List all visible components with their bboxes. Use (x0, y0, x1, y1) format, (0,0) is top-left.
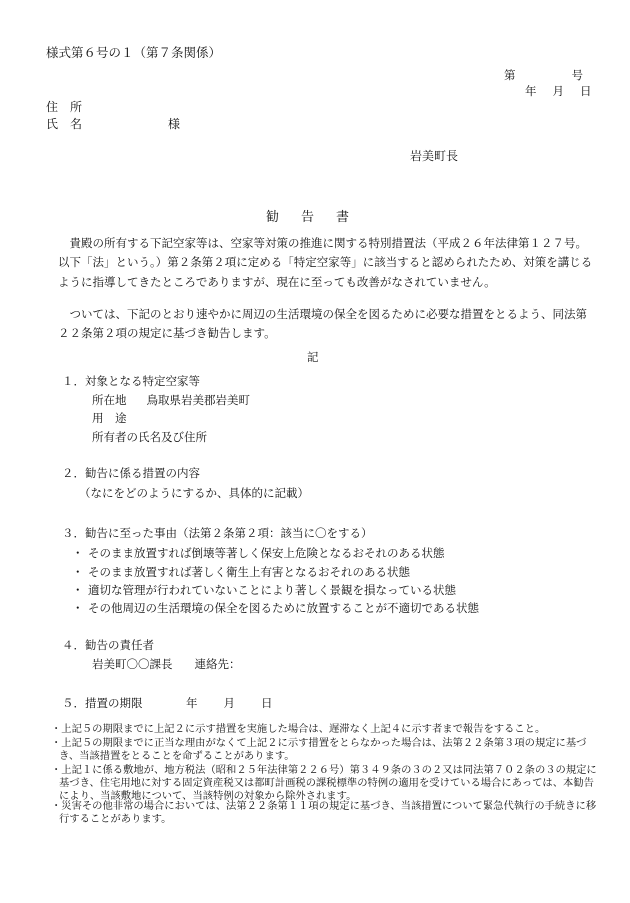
body-paragraph-2: ついては、下記のとおり速やかに周辺の生活環境の保全を図るために必要な措置をとるよう、同法第２２条第２項の規定に基づき勧告します。 (58, 307, 587, 341)
deadline-date (186, 698, 273, 710)
recipient-name-label: 氏 名 (46, 117, 83, 131)
section-3-heading: ３．勧告に至った事由（法第２条第２項：該当に〇をする） (62, 526, 373, 540)
reason-list-item (72, 603, 479, 615)
reason-list-item (72, 548, 445, 560)
date-month-label: 月 (552, 84, 564, 98)
document-number-prefix: 第 (504, 68, 516, 82)
section-5-heading: ５．措置の期限 (62, 696, 143, 710)
property-use-label: 用 途 (92, 411, 127, 425)
footnote: ・上記１に係る敷地が、地方税法（昭和２５年法律第２２６号）第３４９条の３の２又は同法第７０２条の３の規定に基づき、住宅用地に対する固定資産税又は都町計画税の課税標準の特例の適用を受けている場合にあっては、本勧告により、当該敷地について、当該特例の対象から除外されます。 (51, 764, 597, 802)
section-4-heading: ４．勧告の責任者 (62, 638, 154, 652)
date-day-label: 日 (580, 84, 592, 98)
form-number: 様式第６号の１（第７条関係） (46, 45, 222, 60)
measure-note: （なにをどのようにするか、具体的に記載） (79, 486, 309, 500)
section-1-heading: １．対象となる特定空家等 (62, 374, 200, 388)
deadline-day-label: 日 (261, 696, 273, 710)
footnote: ・上記５の期限までに上記２に示す措置を実施した場合は、遅滞なく上記４に示す者まで報告をすること。 (51, 723, 546, 735)
date-year-label: 年 (525, 84, 537, 98)
body-paragraph-1: 貴殿の所有する下記空家等は、空家等対策の推進に関する特別措置法（平成２６年法律第１２７号。以下「法」という。）第２条第２項に定める「特定空家等」に該当すると認められたため、対策を講じるように指導してきたところでありますが、現在に至っても改善がなされていません。 (58, 236, 593, 289)
location-value: 鳥取県岩美郡岩美町 (146, 393, 250, 407)
bullet-marker: ・ (72, 583, 84, 597)
issue-date (525, 86, 592, 98)
bullet-marker: ・ (72, 546, 84, 560)
property-location-row (92, 395, 250, 407)
reason-text: その他周辺の生活環境の保全を図るために放置することが不適切である状態 (88, 601, 479, 615)
document-number-suffix: 号 (571, 68, 583, 82)
owner-label: 所有者の氏名及び住所 (92, 430, 207, 444)
reason-text: 適切な管理が行われていないことにより著しく景観を損なっている状態 (88, 583, 456, 597)
reason-text: そのまま放置すれば著しく衛生上有害となるおそれのある状態 (88, 565, 410, 579)
section-2-heading: ２．勧告に係る措置の内容 (62, 466, 200, 480)
bullet-marker: ・ (72, 565, 84, 579)
reason-list-item (72, 585, 456, 597)
deadline-month-label: 月 (223, 696, 235, 710)
recipient-address-label: 住 所 (46, 100, 83, 114)
document-number (504, 70, 583, 82)
reason-text: そのまま放置すれば倒壊等著しく保安上危険となるおそれのある状態 (88, 546, 445, 560)
recipient-honorific: 様 (168, 117, 181, 131)
responsible-person: 岩美町〇〇課長 (92, 657, 173, 671)
reason-list-item (72, 567, 410, 579)
recipient-name-row (46, 118, 180, 130)
contact-label: 連絡先： (194, 657, 241, 671)
issuer-name: 岩美町長 (410, 149, 459, 163)
footnote: ・上記５の期限までに正当な理由がなくて上記２に示す措置をとらなかった場合は、法第２２条第３項の規定に基づき、当該措置をとることを命ずることがあります。 (51, 737, 587, 762)
deadline-year-label: 年 (186, 696, 198, 710)
document-title: 勧告書 (266, 210, 372, 225)
footnote: ・災害その他非常の場合においては、法第２２条第１１項の規定に基づき、当該措置について緊急代執行の手続きに移行することがあります。 (51, 800, 597, 825)
responsible-person-row (92, 659, 241, 671)
ki-heading: 記 (307, 350, 319, 364)
bullet-marker: ・ (72, 601, 84, 615)
location-label: 所在地 (92, 393, 127, 407)
